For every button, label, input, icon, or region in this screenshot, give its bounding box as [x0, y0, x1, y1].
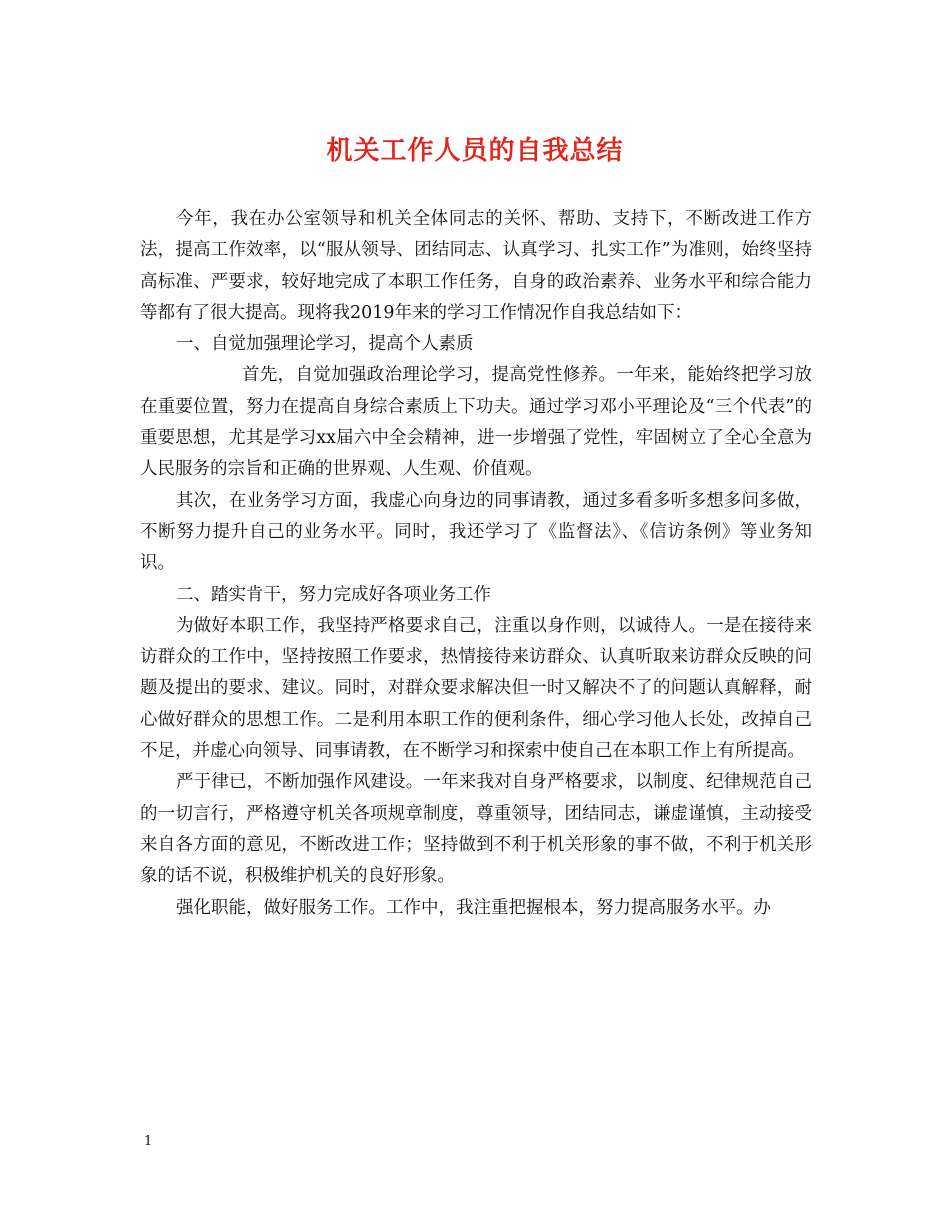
section-heading-2: 二、踏实肯干，努力完成好各项业务工作 — [176, 584, 491, 605]
paragraph-service: 强化职能，做好服务工作。工作中，我注重把握根本，努力提高服务水平。办 — [176, 897, 771, 918]
paragraph-self-discipline: 严于律已，不断加强作风建设。一年来我对自身严格要求，以制度、纪律规范自己的一切言行，严格遵守机关各项规章制度，尊重领导，团结同志，谦虚谨慎，主动接受来自各方面的意见，不断改进工作；坚持做到不利于机关形象的事不做，不利于机关形象的话不说，积极维护机关的良好形象。 — [140, 772, 812, 887]
page-number: 1 — [144, 1134, 153, 1149]
section-heading-1: 一、自觉加强理论学习，提高个人素质 — [176, 334, 474, 355]
document-body — [140, 204, 812, 924]
paragraph-intro: 今年，我在办公室领导和机关全体同志的关怀、帮助、支持下，不断改进工作方法，提高工作效率，以“服从领导、团结同志、认真学习、扎实工作”为准则，始终坚持高标准、严要求，较好地完成了本职工作任务，自身的政治素养、业务水平和综合能力等都有了很大提高。现将我2019年来的学习工作情况作自我总结如下： — [140, 209, 812, 323]
document-title: 机关工作人员的自我总结 — [326, 136, 624, 166]
paragraph-business-study: 其次，在业务学习方面，我虚心向身边的同事请教，通过多看多听多想多问多做，不断努力提升自己的业务水平。同时，我还学习了《监督法》、《信访条例》等业务知识。 — [140, 490, 812, 574]
paragraph-theory-study: 首先，自觉加强政治理论学习，提高党性修养。一年来，能始终把学习放在重要位置，努力在提高自身综合素质上下功夫。通过学习邓小平理论及“三个代表”的重要思想，尤其是学习xx届六中全会精神，进一步增强了党性，牢固树立了全心全意为人民服务的宗旨和正确的世界观、人生观、价值观。 — [140, 365, 812, 480]
paragraph-job-duties: 为做好本职工作，我坚持严格要求自己，注重以身作则，以诚待人。一是在接待来访群众的工作中，坚持按照工作要求，热情接待来访群众、认真听取来访群众反映的问题及提出的要求、建议。同时，对群众要求解决但一时又解决不了的问题认真解释，耐心做好群众的思想工作。二是利用本职工作的便利条件，细心学习他人长处，改掉自己不足，并虚心向领导、同事请教，在不断学习和探索中使自己在本职工作上有所提高。 — [140, 615, 812, 762]
